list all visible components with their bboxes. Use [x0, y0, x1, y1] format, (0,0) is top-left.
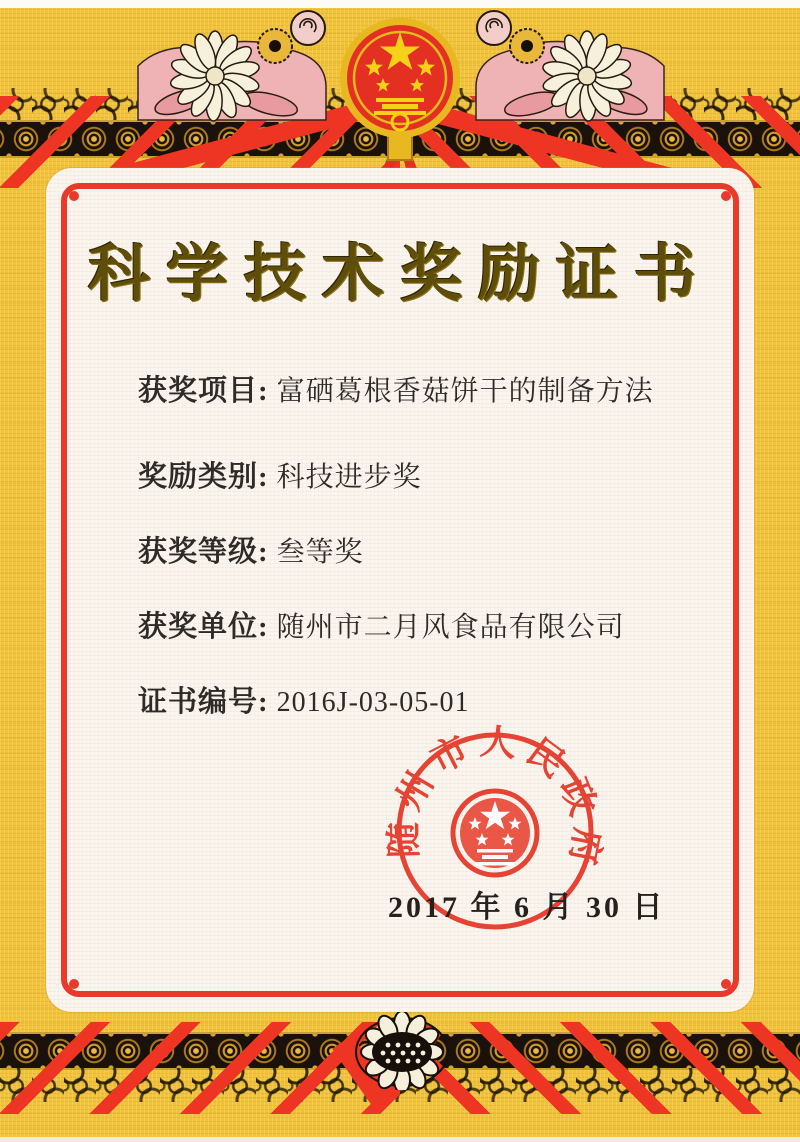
scan-edge-bottom: [0, 1137, 800, 1142]
red-slashes-bottom-left: [0, 1022, 400, 1114]
frame-corner-ornament: [721, 191, 731, 201]
field-value: 富硒葛根香菇饼干的制备方法: [276, 376, 654, 407]
field-value: 随州市二月风食品有限公司: [276, 612, 625, 643]
national-emblem-icon: [330, 6, 470, 183]
sunflower-ornament: [342, 1012, 462, 1095]
field-award-grade: [138, 529, 364, 570]
flower-cluster-right: [470, 6, 682, 129]
field-label: 获奖等级:: [138, 536, 269, 568]
field-award-project: [138, 368, 654, 409]
field-label: 获奖项目:: [138, 375, 269, 407]
gold-daisy-flower: [258, 29, 292, 63]
certificate-panel: [46, 168, 754, 1012]
flower-cluster-left: [120, 6, 332, 129]
field-value: 2016J-03-05-01: [276, 687, 470, 718]
field-label: 获奖单位:: [138, 611, 269, 643]
issue-date: 2017 年 6 月 30 日: [388, 891, 666, 924]
field-award-unit: [138, 604, 625, 645]
field-value: 科技进步奖: [276, 462, 422, 493]
svg-text:随州市人民政府: 随州市人民政府: [383, 721, 609, 876]
frame-corner-ornament: [69, 979, 79, 989]
field-label: 奖励类别:: [138, 461, 269, 493]
seal-emblem-icon: [453, 791, 537, 875]
frame-corner-ornament: [721, 979, 731, 989]
frame-corner-ornament: [69, 191, 79, 201]
field-label: 证书编号:: [138, 686, 269, 718]
field-award-category: [138, 454, 422, 495]
certificate-title: 科学技术奖励证书: [87, 241, 712, 309]
field-value: 叁等奖: [276, 537, 364, 568]
